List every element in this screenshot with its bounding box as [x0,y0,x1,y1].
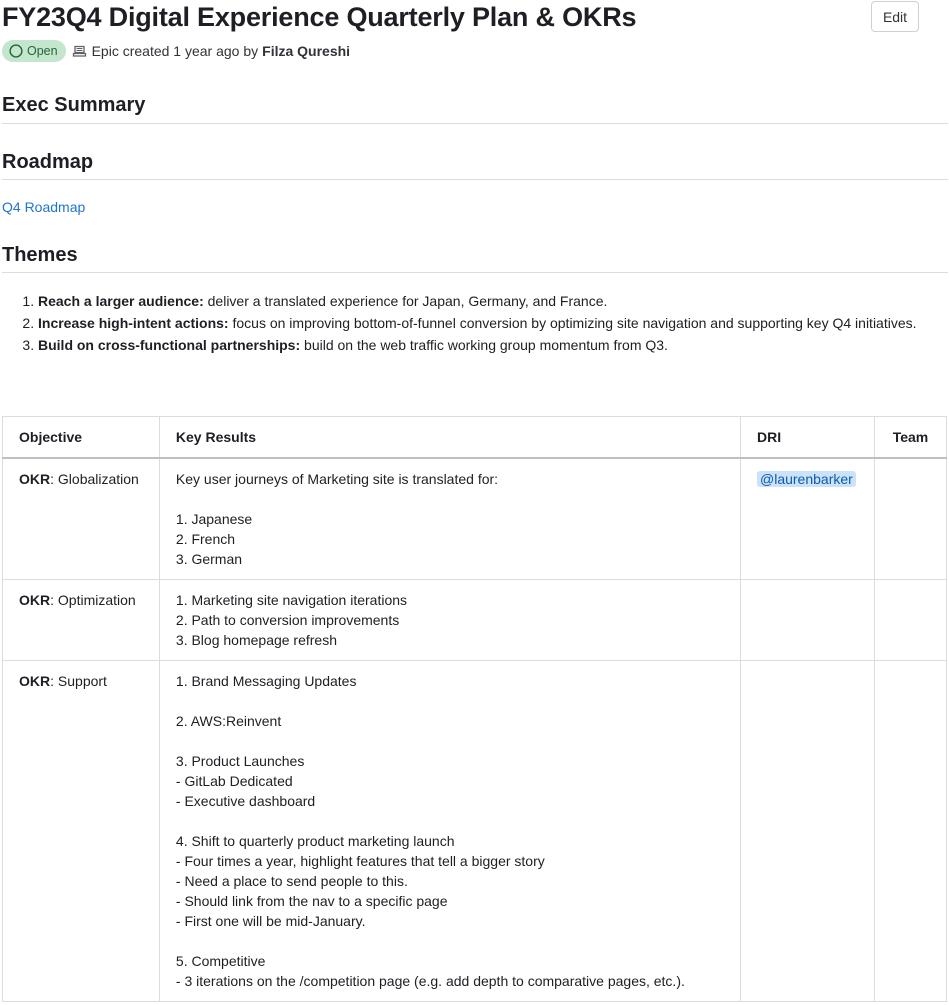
status-badge [2,40,66,62]
column-header-dri: DRI [741,417,875,459]
q4-roadmap-link[interactable]: Q4 Roadmap [2,199,86,215]
epic-meta [2,39,350,63]
author-link[interactable]: Filza Qureshi [262,43,351,59]
open-circle-icon [9,44,23,58]
table-row [3,458,947,580]
divider [2,179,948,180]
page-title: FY23Q4 Digital Experience Quarterly Plan & OKRs [2,2,637,32]
objective-cell: OKR: Optimization [3,580,160,661]
status-label: Open [27,44,58,58]
team-cell [874,661,946,1002]
created-text: Epic created 1 year ago by [91,43,259,59]
edit-button[interactable]: Edit [871,1,919,32]
table-row [3,580,947,661]
team-cell [874,458,946,580]
epic-icon [72,44,87,58]
dri-cell [741,580,875,661]
dri-cell [741,458,875,580]
list-item: 1. Reach a larger audience: deliver a translated experience for Japan, Germany, and France. [38,290,930,312]
team-cell [874,580,946,661]
table-row [3,661,947,1002]
column-header-team: Team [874,417,946,459]
divider [2,272,948,273]
divider [2,123,948,124]
themes-heading: Themes [2,244,78,266]
roadmap-heading: Roadmap [2,151,94,173]
column-header-objective: Objective [3,417,160,459]
user-mention-link[interactable]: @laurenbarker [757,471,856,487]
objective-cell: OKR: Globalization [3,458,160,580]
okr-table [2,416,947,1002]
column-header-key-results: Key Results [159,417,740,459]
list-item: 2. Increase high-intent actions: focus on improving bottom-of-funnel conversion by optimizing site navigation and supporting key Q4 initiatives. [38,312,930,334]
key-results-cell: Key user journeys of Marketing site is translated for: 1. Japanese 2. French 3. German [159,458,740,580]
list-item: 3. Build on cross-functional partnerships: build on the web traffic working group momentum from Q3. [38,334,930,356]
table-header-row [3,417,947,459]
dri-cell [741,661,875,1002]
exec-summary-heading: Exec Summary [2,94,146,116]
objective-cell: OKR: Support [3,661,160,1002]
key-results-cell: 1. Brand Messaging Updates 2. AWS:Reinvent 3. Product Launches - GitLab Dedicated - Executive dashboard 4. Shift to quarterly product marketing launch - Four times a year, highlight features that tell a bigger story - Need a place to send people to this. - Should link from the nav to a specific page - First one will be mid-January. 5. Competitive - 3 iterations on the /competition page (e.g. add depth to comparative pages, etc.). [159,661,740,1002]
themes-list [0,290,930,356]
key-results-cell: 1. Marketing site navigation iterations 2. Path to conversion improvements 3. Blog homepage refresh [159,580,740,661]
